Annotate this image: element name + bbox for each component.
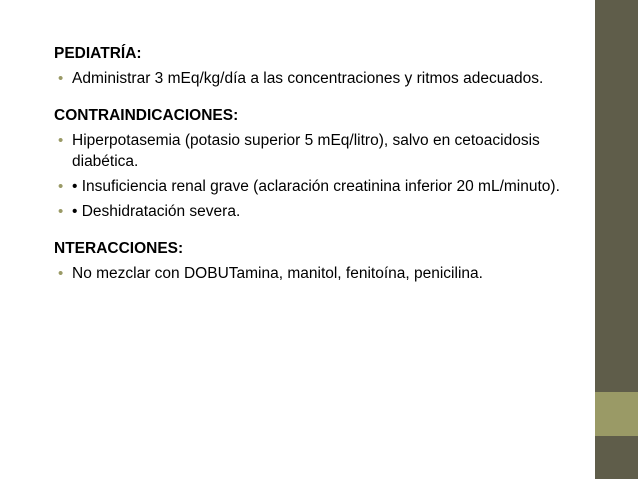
bullet-icon: • xyxy=(58,70,64,87)
bullet-icon: • xyxy=(58,178,64,195)
slide-content xyxy=(54,44,584,301)
list-item-text: No mezclar con DOBUTamina, manitol, fenitoína, penicilina. xyxy=(72,265,483,282)
list-item xyxy=(54,263,584,284)
bullet-list xyxy=(54,263,584,284)
decorative-sidebar-accent xyxy=(595,392,638,436)
section-interacciones xyxy=(54,239,584,284)
list-item xyxy=(54,68,584,89)
section-pediatria xyxy=(54,44,584,89)
bullet-icon: • xyxy=(58,265,64,282)
bullet-icon: • xyxy=(58,132,64,149)
bullet-list xyxy=(54,68,584,89)
section-title: PEDIATRÍA: xyxy=(54,45,142,62)
list-item-text: Administrar 3 mEq/kg/día a las concentraciones y ritmos adecuados. xyxy=(72,70,544,87)
list-item xyxy=(54,176,584,197)
section-title: CONTRAINDICACIONES: xyxy=(54,107,239,124)
section-title: NTERACCIONES: xyxy=(54,240,184,257)
bullet-list xyxy=(54,130,584,222)
list-item-text: • Insuficiencia renal grave (aclaración creatinina inferior 20 mL/minuto). xyxy=(72,178,560,195)
list-item-text: Hiperpotasemia (potasio superior 5 mEq/litro), salvo en cetoacidosis diabética. xyxy=(72,132,540,170)
list-item xyxy=(54,130,584,172)
section-contraindicaciones xyxy=(54,106,584,222)
list-item xyxy=(54,201,584,222)
list-item-text: • Deshidratación severa. xyxy=(72,203,241,220)
bullet-icon: • xyxy=(58,203,64,220)
